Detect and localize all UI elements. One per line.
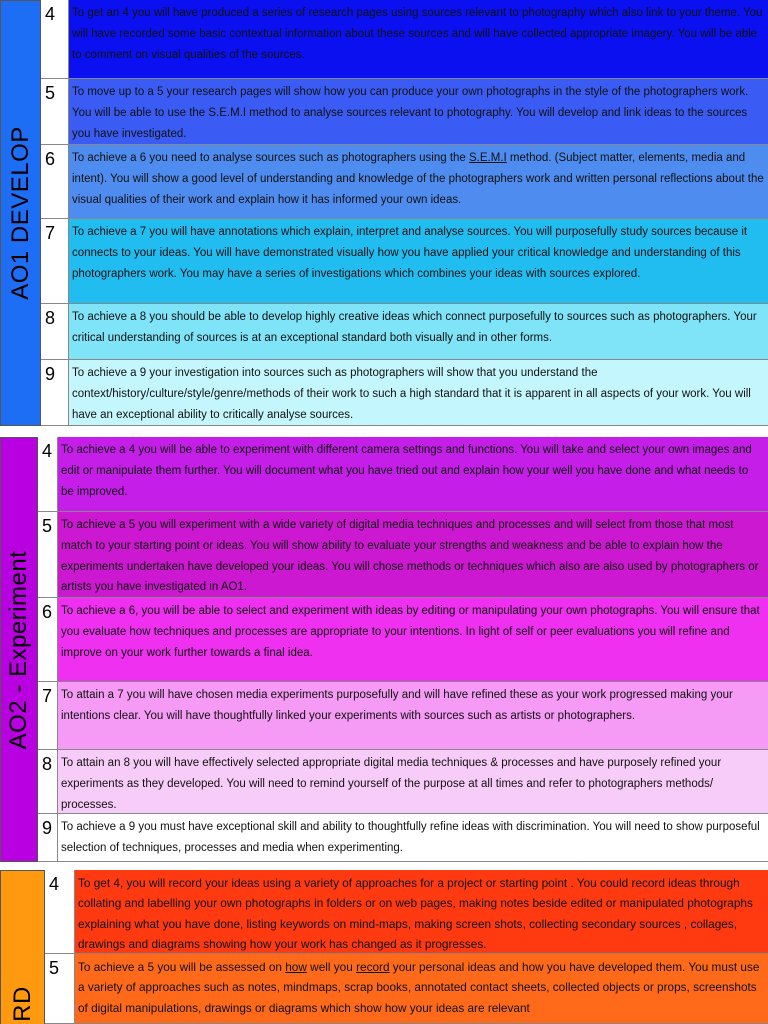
ao3-side-banner	[0, 870, 45, 1024]
grade-description: To achieve a 4 you will be able to experiment with different camera settings and functions. You will take and select your own images and edit or manipulate them further. You will document what you have tried out and explain how your well you have done and what needs to be improved.	[58, 437, 768, 511]
ao1-side-label: AO1 DEVELOP	[6, 126, 34, 300]
grade-number: 6	[41, 145, 69, 218]
grade-description: To attain a 7 you will have chosen media experiments purposefully and will have refined these as your work progressed making your intentions clear. You will have thoughtfully linked your experiments with sources such as artists or photographers.	[58, 682, 768, 749]
grade-number: 4	[41, 0, 69, 78]
criteria-row-grade-9	[41, 360, 768, 426]
grade-number: 6	[38, 598, 58, 681]
criteria-row-grade-6	[41, 145, 768, 219]
criteria-row-grade-9	[38, 814, 768, 862]
ao1-section	[0, 0, 768, 426]
criteria-row-grade-8	[41, 304, 768, 360]
ao2-side-label: AO2 - Experiment	[5, 550, 32, 749]
grade-description: To achieve a 9 your investigation into sources such as photographers will show that you understand the context/history/culture/style/genre/methods of their work to such a high standard that it is apparent in all aspects of your work. You will have an exceptional ability to critically analyse sources.	[69, 360, 768, 425]
grade-number: 9	[41, 360, 69, 425]
criteria-row-grade-6	[38, 598, 768, 682]
criteria-row-grade-8	[38, 750, 768, 814]
grade-number: 9	[38, 814, 58, 861]
grade-number: 8	[38, 750, 58, 813]
grade-number: 8	[41, 304, 69, 359]
criteria-row-grade-7	[38, 682, 768, 750]
criteria-row-grade-5	[41, 79, 768, 145]
grade-description: To get 4, you will record your ideas using a variety of approaches for a project or starting point . You could record ideas through collating and labelling your own photographs in folders or on web pages, making notes beside edited or manipulated photographs explaining what you have done, listing keywords on mind-maps, making screen shots, collecting secondary sources , collages, drawings and diagrams showing how your work has changed as it progresses.	[75, 870, 768, 953]
grade-description: To move up to a 5 your research pages will show how you can produce your own photographs in the style of the photographers work. You will be able to use the S.E.M.I method to analyse sources relevant to photography. You will develop and link ideas to the sources you have investigated.	[69, 79, 768, 144]
grade-description: To attain an 8 you will have effectively selected appropriate digital media techniques & processes and have purposely refined your experiments as they developed. You will need to remind yourself of the purpose at all times and refer to photographers methods/ processes.	[58, 750, 768, 813]
ao3-section	[0, 870, 768, 1024]
grade-number: 4	[38, 437, 58, 511]
criteria-row-grade-4	[45, 870, 768, 954]
ao1-side-banner	[0, 0, 41, 426]
ao2-side-banner	[0, 437, 38, 862]
criteria-row-grade-5	[38, 512, 768, 598]
grade-description: To achieve a 6, you will be able to select and experiment with ideas by editing or manipulating your own photographs. You will ensure that you evaluate how techniques and processes are appropriate to your intentions. In light of self or peer evaluations you will refine and improve on your work further towards a final idea.	[58, 598, 768, 681]
criteria-row-grade-4	[38, 437, 768, 512]
grade-number: 5	[38, 512, 58, 597]
grade-description: To achieve a 5 you will be assessed on how well you record your personal ideas and how you have developed them. You must use a variety of approaches such as notes, mindmaps, scrap books, annotated contact sheets, collected objects or props, screenshots of digital manipulations, drawings or diagrams which show how your ideas are relevant	[75, 954, 768, 1023]
grade-number: 5	[41, 79, 69, 144]
criteria-row-grade-5	[45, 954, 768, 1024]
grade-number: 7	[38, 682, 58, 749]
grade-number: 7	[41, 219, 69, 303]
criteria-row-grade-4	[41, 0, 768, 79]
grade-number: 5	[45, 954, 75, 1023]
grade-description: To achieve a 8 you should be able to develop highly creative ideas which connect purposefully to sources such as photographers. Your critical understanding of sources is at an exceptional standard both visually and in other forms.	[69, 304, 768, 359]
criteria-row-grade-7	[41, 219, 768, 304]
grade-description: To achieve a 9 you must have exceptional skill and ability to thoughtfully refine ideas with discrimination. You will need to show purposeful selection of techniques, processes and media when experimenting.	[58, 814, 768, 861]
ao2-section	[0, 437, 768, 862]
ao3-side-label: RD	[8, 986, 36, 1022]
grade-description: To get an 4 you will have produced a series of research pages using sources relevant to photography which also link to your theme. You will have recorded some basic contextual information about these sources and will have collected appropriate imagery. You will be able to comment on visual qualities of the sources.	[69, 0, 768, 78]
grade-description: To achieve a 6 you need to analyse sources such as photographers using the S.E.M.I method. (Subject matter, elements, media and intent). You will show a good level of understanding and knowledge of the photographers work and written personal reflections about the visual qualities of their work and explain how it has informed your own ideas.	[69, 145, 768, 218]
grade-number: 4	[45, 870, 75, 953]
grade-description: To achieve a 7 you will have annotations which explain, interpret and analyse sources. You will purposefully study sources because it connects to your ideas. You will have demonstrated visually how you have applied your critical knowledge and understanding of this photographers work. You may have a series of investigations which combines your ideas with sources explored.	[69, 219, 768, 303]
grade-description: To achieve a 5 you will experiment with a wide variety of digital media techniques and processes and will select from those that most match to your starting point or ideas. You will show ability to evaluate your strengths and weakness and be able to explain how the experiments undertaken have developed your ideas. You will chose methods or techniques which also are also used by photographers or artists you have investigated in AO1.	[58, 512, 768, 597]
